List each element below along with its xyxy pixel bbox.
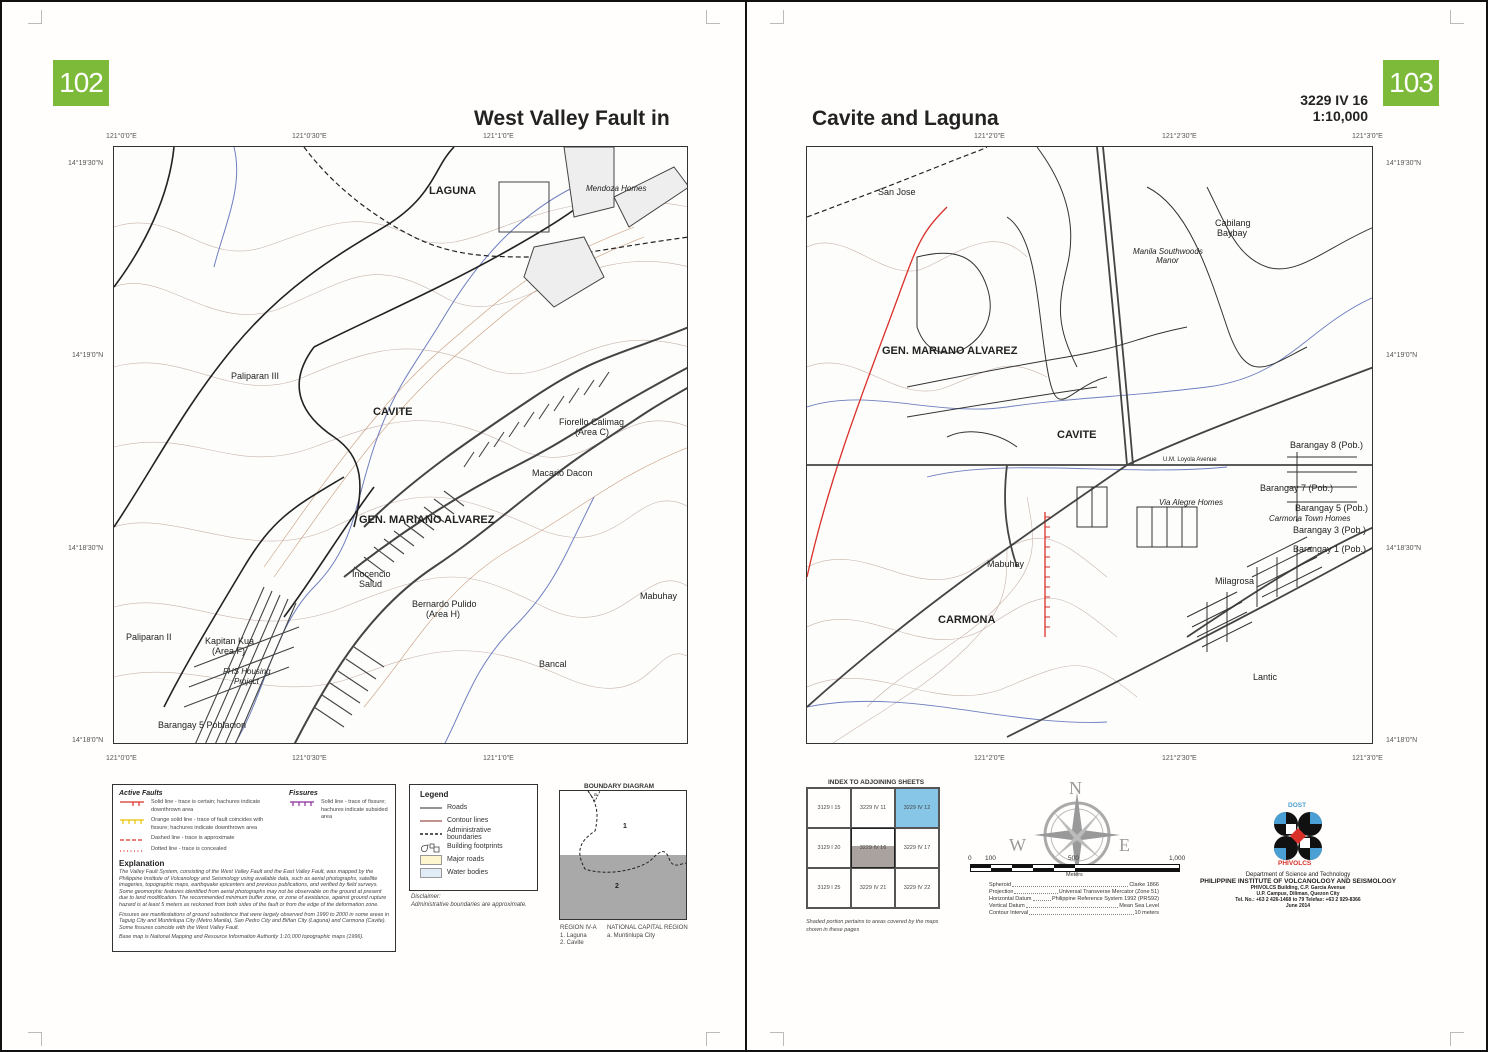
map-label-paliparan-2: Paliparan II bbox=[126, 632, 172, 642]
boundary-zone-1: 1 bbox=[623, 823, 627, 830]
map-label-mendoza: Mendoza Homes bbox=[586, 184, 647, 193]
map-label-carmona: CARMONA bbox=[938, 614, 996, 626]
boundary-zone-2: 2 bbox=[615, 883, 619, 890]
lon-tick: 121°3'0"E bbox=[1352, 755, 1383, 762]
lat-tick: 14°19'30"N bbox=[1386, 160, 1422, 167]
map-label-macario: Macario Dacon bbox=[532, 468, 593, 478]
map-label-gma: GEN. MARIANO ALVAREZ bbox=[359, 514, 495, 526]
phivolcs-label: PHIVOLCS bbox=[1278, 860, 1312, 867]
datum-row: Spheroid Clarke 1866 bbox=[989, 882, 1159, 888]
crop-mark bbox=[28, 10, 42, 24]
compass-west: W bbox=[1009, 835, 1026, 855]
datum-row: Horizontal Datum Philippine Reference System 1992 (PRS92) bbox=[989, 896, 1159, 902]
sheet-number: 3229 IV 16 bbox=[1300, 92, 1368, 108]
legend-item-buildings: Building footprints bbox=[420, 840, 527, 853]
lon-tick: 121°2'0"E bbox=[974, 755, 1005, 762]
index-cell[interactable]: 3229 IV 22 bbox=[895, 868, 939, 908]
crop-mark bbox=[1450, 10, 1464, 24]
map-label-fiorello-area: (Area C) bbox=[575, 427, 610, 437]
scale-tick-500: 500 bbox=[1068, 855, 1079, 862]
lon-tick: 121°0'0"E bbox=[106, 755, 137, 762]
index-sheets-note: Shaded portion pertains to areas covered by the maps shown in these pages bbox=[806, 919, 939, 933]
legend-item-contour: Contour lines bbox=[420, 814, 527, 827]
map-label-lantic: Lantic bbox=[1253, 672, 1278, 682]
right-topographic-map[interactable] bbox=[806, 146, 1373, 744]
datum-row: Vertical Datum Mean Sea Level bbox=[989, 903, 1159, 909]
index-cell[interactable]: 3129 I 20 bbox=[807, 828, 851, 868]
lon-tick: 121°1'0"E bbox=[483, 755, 514, 762]
lat-tick: 14°18'0"N bbox=[72, 737, 104, 744]
disclaimer-text: Administrative boundaries are approximate. bbox=[411, 902, 527, 908]
map-label-mabuhay: Mabuhay bbox=[640, 591, 678, 601]
map-label-housing-project: Project bbox=[234, 677, 259, 686]
scale-bar bbox=[970, 864, 1180, 872]
lon-tick: 121°2'30"E bbox=[1162, 755, 1197, 762]
ncr-list: NATIONAL CAPITAL REGION a. Muntinlupa City bbox=[607, 925, 688, 939]
map-scale: 1:10,000 bbox=[1312, 108, 1368, 124]
agency-address: Department of Science and Technology PHILIPPINE INSTITUTE OF VOLCANOLOGY AND SEISMOLOGY PHIVOLCS Building, C.P. Garcia Avenue U.P. Campus, Diliman, Quezon City Tel. No.: +63 2 426-1468 to 79 Telefax: +63 2 929-8366 June 2014 bbox=[1199, 872, 1397, 909]
phivolcs-logo-icon bbox=[1272, 810, 1324, 862]
fault-orange-icon bbox=[119, 819, 145, 825]
map-label-baybay: Baybay bbox=[1217, 228, 1248, 238]
major-road-swatch bbox=[420, 855, 442, 865]
map-label-milagrosa: Milagrosa bbox=[1215, 576, 1255, 586]
contour-line-icon bbox=[420, 819, 442, 823]
fissure-legend: Solid line - trace of fissure; hachures indicate subsided area bbox=[289, 799, 389, 822]
legend-item-major-roads: Major roads bbox=[420, 853, 527, 866]
legend-item-admin-boundary: Administrative boundaries bbox=[420, 827, 527, 840]
compass-north: N bbox=[1069, 778, 1082, 798]
explanation-text-2: Fissures are manifestations of ground subsidence that were largely observed from 1990 to 2000 in some areas in Taguig City and Muntinlupa City (Metro Manila), San Pedro City and Biñan City (Laguna) and Carmona (Cavite). Some fissures coincide with the West Valley Fault. bbox=[119, 911, 389, 931]
datum-row: Contour Interval 10 meters bbox=[989, 910, 1159, 916]
index-cell[interactable]: 3229 IV 21 bbox=[851, 868, 895, 908]
lon-tick: 121°2'30"E bbox=[1162, 133, 1197, 140]
lat-tick: 14°18'30"N bbox=[68, 545, 104, 552]
region-iva-list: REGION IV-A 1. Laguna 2. Cavite bbox=[560, 925, 597, 946]
lat-tick: 14°18'30"N bbox=[1386, 545, 1422, 552]
map-label-san-jose: San Jose bbox=[878, 187, 916, 197]
crop-mark bbox=[770, 1032, 784, 1046]
crop-mark bbox=[706, 10, 720, 24]
explanation-text-1: The Valley Fault System, consisting of the West Valley Fault and the East Valley Fault, was mapped by the Philippine Institute of Volcanology and Seismology using available data, such as aerial photographs, satellite imageries, topographic maps, earthquake epicenters and previous publications, and verified by field surveys. Some geomorphic features identified from aerial photographs may not be observable on the ground at present due to land modification. The recommended minimum buffer zone, or zone of avoidance, against ground rupture hazard is at least 5 meters as reckoned from both sides of the fault or from the edge of the deformation zone. bbox=[119, 869, 387, 908]
map-label-area-h: (Area H) bbox=[426, 609, 461, 619]
datum-row: Projection Universal Transverse Mercator (Zone 51) bbox=[989, 889, 1159, 895]
page-gutter bbox=[745, 2, 747, 1052]
page-number-badge: 102 bbox=[53, 60, 109, 106]
lat-tick: 14°19'0"N bbox=[72, 352, 104, 359]
lon-tick: 121°3'0"E bbox=[1352, 133, 1383, 140]
map-label-laguna: LAGUNA bbox=[429, 185, 477, 197]
page-number-badge: 103 bbox=[1383, 60, 1439, 106]
map-linework bbox=[807, 147, 1373, 744]
map-label-fiorello: Fiorello Calimag bbox=[559, 417, 625, 427]
map-label-inocencio: Inocencio bbox=[352, 569, 391, 579]
fault-legend-solid: Solid line - trace is certain; hachures indicate downthrown area bbox=[119, 799, 281, 814]
boundary-zone-a: a bbox=[594, 792, 597, 798]
map-label-kapitan: Kapitan Kua bbox=[205, 636, 255, 646]
crop-mark bbox=[1450, 1032, 1464, 1046]
left-topographic-map[interactable] bbox=[113, 146, 688, 744]
fault-legend-orange: Orange solid line - trace of fault coincides with fissure; hachures indicate downthrown area bbox=[119, 817, 281, 832]
map-label-gma: GEN. MARIANO ALVAREZ bbox=[882, 345, 1018, 357]
map-label-paliparan-3: Paliparan III bbox=[231, 371, 280, 381]
road-line-icon bbox=[420, 806, 442, 810]
disclaimer-title: Disclaimer: bbox=[411, 894, 441, 900]
legend-item-roads: Roads bbox=[420, 801, 527, 814]
fault-legend-dotted: Dotted line - trace is concealed bbox=[119, 846, 281, 854]
map-label-salud: Salud bbox=[359, 579, 383, 589]
map-label-barangay-5: Barangay 5 Poblacion bbox=[158, 720, 247, 730]
fault-legend-dashed: Dashed line - trace is approximate bbox=[119, 835, 281, 843]
map-label-cabilang: Cabilang bbox=[1215, 218, 1251, 228]
map-label-barangay-1: Barangay 1 (Pob.) bbox=[1293, 544, 1367, 554]
lon-tick: 121°2'0"E bbox=[974, 133, 1005, 140]
explanation-text-3: Base map is National Mapping and Resource Information Authority 1:10,000 topographic maps (1996). bbox=[119, 934, 364, 941]
map-label-barangay-7: Barangay 7 (Pob.) bbox=[1260, 483, 1334, 493]
lon-tick: 121°0'30"E bbox=[292, 133, 327, 140]
boundary-diagram-title: BOUNDARY DIAGRAM bbox=[584, 783, 655, 790]
page-title-right: Cavite and Laguna bbox=[812, 107, 999, 130]
lon-tick: 121°0'0"E bbox=[106, 133, 137, 140]
fissure-icon bbox=[289, 801, 315, 807]
index-cell[interactable]: 3229 IV 11 bbox=[851, 788, 895, 828]
map-label-southwoods-manor: Manor bbox=[1156, 256, 1179, 265]
datum-info bbox=[989, 882, 1159, 917]
dashed-boundary-icon bbox=[420, 832, 442, 836]
map-label-area-f: (Area F) bbox=[212, 646, 246, 656]
lat-tick: 14°19'30"N bbox=[68, 160, 104, 167]
building-footprint-icon bbox=[420, 841, 442, 853]
compass-east: E bbox=[1119, 835, 1130, 855]
lat-tick: 14°19'0"N bbox=[1386, 352, 1418, 359]
legend-box bbox=[409, 784, 538, 891]
explanation-title: Explanation bbox=[119, 859, 165, 868]
map-label-cavite: CAVITE bbox=[373, 406, 413, 418]
boundary-diagram bbox=[559, 790, 687, 920]
lat-tick: 14°18'0"N bbox=[1386, 737, 1418, 744]
boundary-diagram-map bbox=[560, 791, 687, 920]
crop-mark bbox=[770, 10, 784, 24]
fault-dotted-icon bbox=[119, 848, 145, 854]
index-cell-current[interactable]: 3229 IV 16 bbox=[851, 828, 895, 868]
scale-tick-100: 100 bbox=[985, 855, 996, 862]
legend-item-water: Water bodies bbox=[420, 866, 527, 879]
index-cell[interactable]: 3229 IV 17 bbox=[895, 828, 939, 868]
dost-label: DOST bbox=[1288, 802, 1307, 809]
map-label-southwoods: Manila Southwoods bbox=[1133, 247, 1203, 256]
index-cell-water[interactable]: 3229 IV 12 bbox=[895, 788, 939, 828]
map-label-mabuhay: Mabuhay bbox=[987, 559, 1025, 569]
map-label-bancal: Bancal bbox=[539, 659, 567, 669]
map-label-carmona-town-homes: Carmona Town Homes bbox=[1269, 514, 1351, 523]
fault-solid-icon bbox=[119, 801, 145, 807]
legend-title: Legend bbox=[420, 790, 449, 799]
index-sheets-title: INDEX TO ADJOINING SHEETS bbox=[828, 779, 925, 786]
fault-dashed-icon bbox=[119, 837, 145, 843]
index-sheets-grid bbox=[806, 787, 940, 909]
active-faults-title: Active Faults bbox=[119, 790, 163, 797]
scale-tick-0: 0 bbox=[968, 855, 972, 862]
fissures-title: Fissures bbox=[289, 790, 318, 797]
map-label-barangay-8: Barangay 8 (Pob.) bbox=[1290, 440, 1364, 450]
water-swatch bbox=[420, 868, 442, 878]
map-label-bernardo: Bernardo Pulido bbox=[412, 599, 477, 609]
fault-legend-box bbox=[112, 784, 396, 952]
map-label-barangay-3: Barangay 3 (Pob.) bbox=[1293, 525, 1367, 535]
scale-tick-1000: 1,000 bbox=[1169, 855, 1186, 862]
map-label-barangay-5: Barangay 5 (Pob.) bbox=[1295, 503, 1369, 513]
lon-tick: 121°0'30"E bbox=[292, 755, 327, 762]
index-cell[interactable]: 3129 I 15 bbox=[807, 788, 851, 828]
crop-mark bbox=[28, 1032, 42, 1046]
page-title-left: West Valley Fault in bbox=[474, 107, 670, 130]
map-label-cavite: CAVITE bbox=[1057, 429, 1097, 441]
map-label-housing: FHS Housing bbox=[223, 667, 271, 676]
map-label-via-alegre: Via Alegre Homes bbox=[1159, 498, 1224, 507]
crop-mark bbox=[706, 1032, 720, 1046]
scale-unit: Meters bbox=[1066, 872, 1083, 878]
lon-tick: 121°1'0"E bbox=[483, 133, 514, 140]
map-label-loyola-avenue: U.M. Loyola Avenue bbox=[1163, 457, 1217, 463]
index-cell[interactable]: 3129 I 25 bbox=[807, 868, 851, 908]
map-linework bbox=[114, 147, 688, 744]
